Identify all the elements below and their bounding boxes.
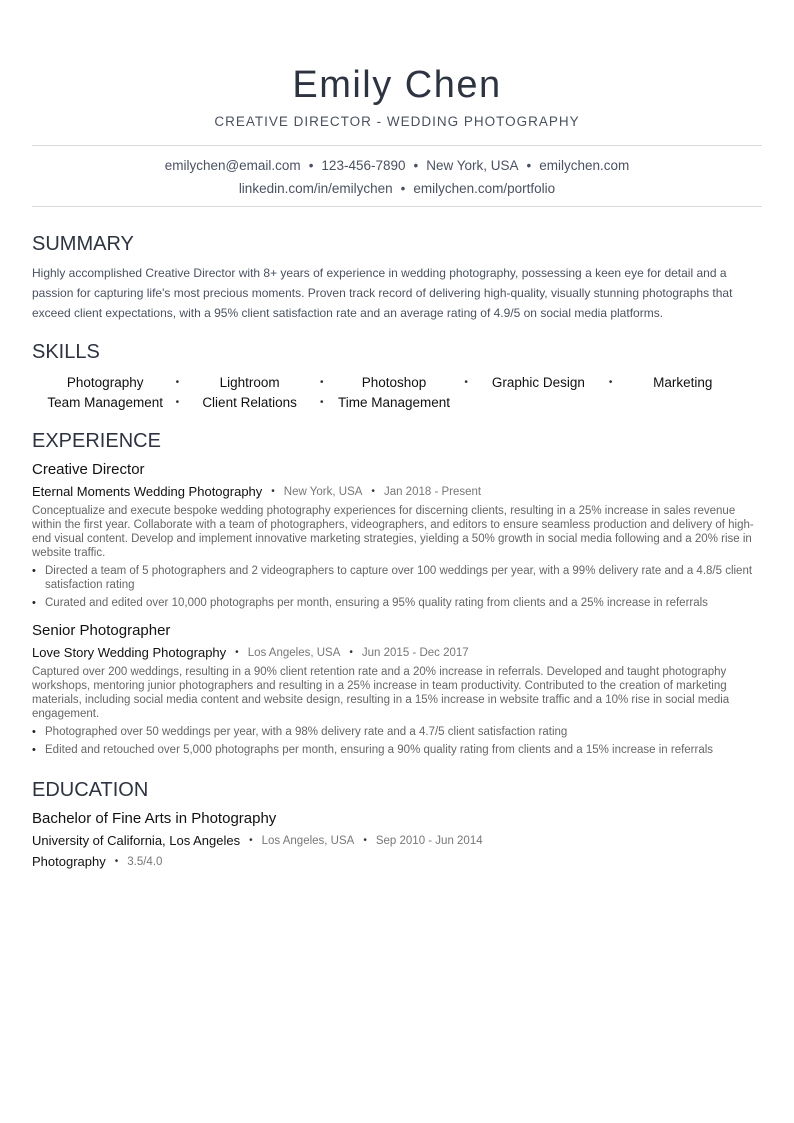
candidate-title: CREATIVE DIRECTOR - WEDDING PHOTOGRAPHY	[214, 114, 580, 129]
separator-dot: •	[308, 158, 314, 173]
bullet-text: Edited and retouched over 5,000 photographs per month, ensuring a 90% quality rating from clients and a 15% increase in referrals	[45, 744, 714, 756]
separator-dot: •	[464, 376, 468, 388]
job-meta	[32, 645, 762, 660]
skill-label: Team Management	[47, 394, 163, 410]
education-field: Photography	[32, 854, 106, 869]
separator-dot: •	[175, 376, 180, 388]
separator-dot: •	[320, 396, 324, 408]
job-company: Eternal Moments Wedding Photography	[32, 484, 263, 499]
contact-block	[0, 146, 794, 206]
list-item	[32, 596, 762, 610]
contact-email[interactable]: emilychen@email.com	[164, 158, 301, 173]
job-role: Senior Photographer	[32, 622, 171, 639]
separator-dot: •	[608, 376, 613, 388]
job-description: Captured over 200 weddings, resulting in a 90% client retention rate and a 20% increase in referrals. Developed and taught photography workshops, mentoring junior photographers and resulting in a 25% increase in team productivity. Contributed to the creation of marketing materials, including social media content and website design, resulting in a 15% increase in website traffic and a 10% rise in social media engagement.	[32, 666, 730, 720]
skills-section	[0, 341, 794, 412]
separator-dot: •	[413, 158, 419, 173]
skill-label: Client Relations	[202, 394, 297, 410]
bullet-icon: •	[32, 744, 36, 756]
job-role: Creative Director	[32, 461, 145, 478]
skill-item	[469, 372, 613, 392]
list-item	[32, 743, 762, 757]
skill-item	[325, 392, 469, 412]
skill-label: Time Management	[337, 394, 451, 410]
education-heading: EDUCATION	[32, 779, 149, 801]
job-description: Conceptualize and execute bespoke wedding photography experiences for discerning clients, resulting in a 25% increase in sales revenue within the first year. Collaborate with a team of photographers, videographers, and editors to ensure seamless production and delivery of high-end visual content. Develop and implement innovative marketing strategies, yielding a 50% growth in social media following and a 20% rise in website traffic.	[32, 505, 754, 559]
skill-item	[180, 392, 324, 412]
separator-dot: •	[320, 376, 324, 388]
bullet-text: Directed a team of 5 photographers and 2 videographers to capture over 100 weddings per year, with a 99% delivery rate and a 4.8/5 client satisfaction rating	[45, 565, 753, 591]
education-section	[0, 779, 794, 869]
separator-dot: •	[114, 856, 119, 867]
summary-section	[0, 233, 794, 323]
skill-item	[36, 372, 180, 392]
bullet-text: Curated and edited over 10,000 photographs per month, ensuring a 95% quality rating from clients and a 25% increase in referrals	[45, 597, 708, 609]
resume-header	[0, 0, 794, 129]
job-bullets	[32, 564, 762, 610]
summary-text: Highly accomplished Creative Director with 8+ years of experience in wedding photography, possessing a keen eye for detail and a passion for capturing life's most precious moments. Proven track record of delivering high-quality, visually stunning photographs that exceed client expectations, with a 95% client satisfaction rate and an average rating of 4.9/5 on social media platforms.	[32, 266, 733, 320]
education-school: University of California, Los Angeles	[32, 833, 241, 848]
education-location: Los Angeles, USA	[261, 834, 355, 847]
skill-label: Photoshop	[361, 374, 427, 390]
job-meta	[32, 484, 762, 499]
separator-dot: •	[400, 181, 406, 196]
job-company: Love Story Wedding Photography	[32, 645, 227, 660]
list-item	[32, 725, 762, 739]
skill-item	[180, 372, 324, 392]
education-field-row	[32, 854, 762, 869]
education-meta	[32, 833, 762, 848]
contact-location: New York, USA	[426, 158, 519, 173]
education-gpa: 3.5/4.0	[127, 855, 163, 868]
job-location: New York, USA	[283, 485, 363, 498]
contact-website[interactable]: emilychen.com	[539, 158, 630, 173]
skill-label: Graphic Design	[491, 374, 585, 390]
contact-linkedin[interactable]: linkedin.com/in/emilychen	[238, 181, 393, 196]
skills-grid	[36, 372, 758, 412]
bullet-icon: •	[32, 565, 36, 577]
bullet-icon: •	[32, 726, 36, 738]
skill-item	[36, 392, 180, 412]
separator-dot: •	[363, 835, 367, 846]
summary-heading: SUMMARY	[32, 233, 134, 255]
skill-label: Photography	[66, 374, 144, 390]
job-entry	[32, 461, 762, 610]
separator-dot: •	[371, 486, 375, 497]
contact-divider	[32, 206, 762, 207]
separator-dot: •	[271, 486, 275, 497]
separator-dot: •	[249, 835, 253, 846]
contact-phone[interactable]: 123-456-7890	[321, 158, 406, 173]
contact-line-2	[0, 177, 794, 200]
experience-section	[0, 430, 794, 757]
job-dates: Jan 2018 - Present	[383, 485, 482, 498]
skill-item	[325, 372, 469, 392]
candidate-name: Emily Chen	[292, 64, 502, 106]
list-item	[32, 564, 762, 592]
contact-line-1	[0, 154, 794, 177]
job-entry	[32, 622, 762, 757]
job-bullets	[32, 725, 762, 757]
skill-label: Lightroom	[219, 374, 280, 390]
bullet-icon: •	[32, 597, 36, 609]
skill-label: Marketing	[653, 374, 713, 390]
experience-heading: EXPERIENCE	[32, 430, 161, 452]
separator-dot: •	[235, 647, 239, 658]
education-dates: Sep 2010 - Jun 2014	[375, 834, 483, 847]
skills-heading: SKILLS	[32, 341, 100, 363]
bullet-text: Photographed over 50 weddings per year, with a 98% delivery rate and a 4.7/5 client satisfaction rating	[45, 726, 568, 738]
separator-dot: •	[175, 396, 180, 408]
contact-portfolio[interactable]: emilychen.com/portfolio	[413, 181, 556, 196]
separator-dot: •	[349, 647, 353, 658]
job-location: Los Angeles, USA	[247, 646, 341, 659]
separator-dot: •	[526, 158, 532, 173]
job-dates: Jun 2015 - Dec 2017	[361, 646, 469, 659]
skill-item	[614, 372, 758, 392]
education-degree: Bachelor of Fine Arts in Photography	[32, 810, 277, 827]
